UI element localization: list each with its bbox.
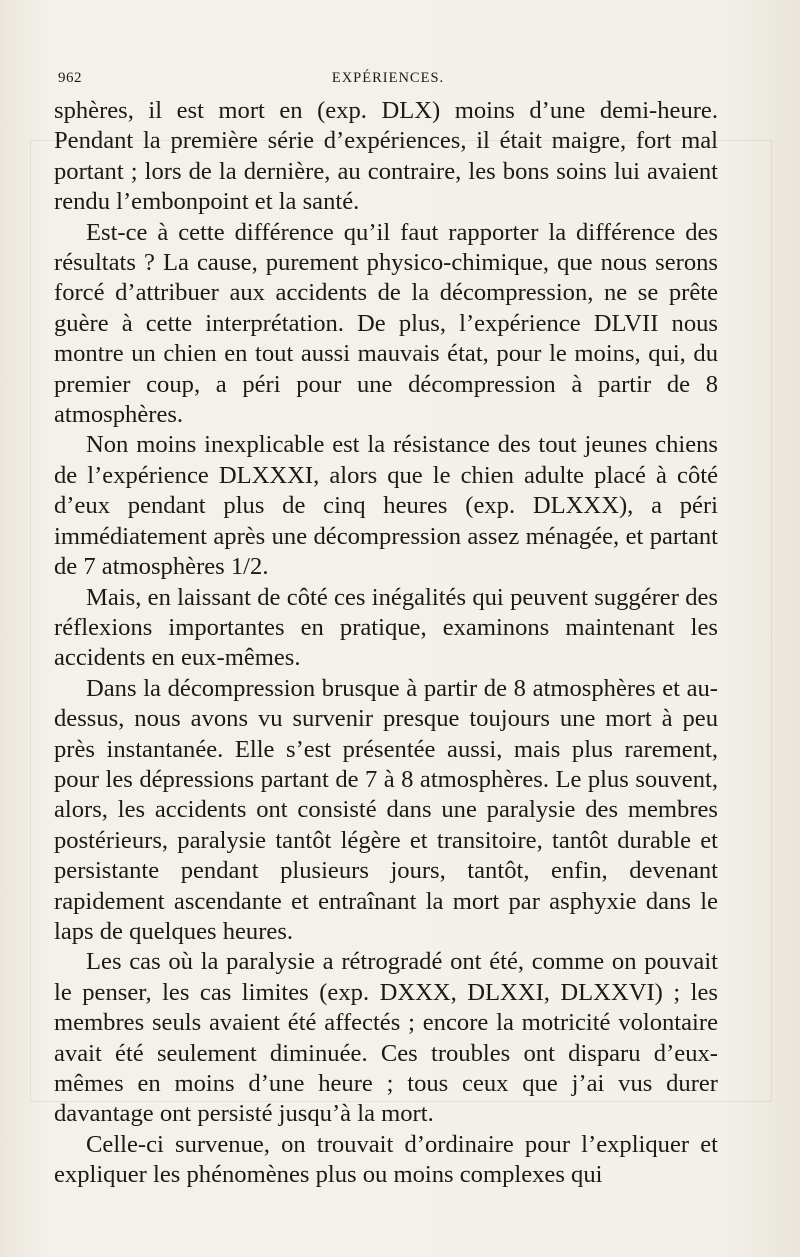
paragraph: Mais, en laissant de côté ces inégalités qui peuvent suggérer des réflexions importantes en pratique, examinons maintenant les accidents en eux-mêmes. (54, 583, 718, 672)
paragraph: Dans la décompression brusque à partir de 8 atmosphères et au-dessus, nous avons vu survenir presque toujours une mort à peu près instantanée. Elle s’est présentée aussi, mais plus rarement, pour les dépressions partant de 7 à 8 atmosphères. Le plus souvent, alors, les accidents ont consisté dans une paralysie des membres postérieurs, paralysie tantôt légère et transitoire, tantôt durable et persistante pendant plusieurs jours, tantôt, enfin, devenant rapidement ascendante et entraînant la mort par asphyxie dans le laps de quelques heures. (54, 674, 718, 945)
paragraph: Les cas où la paralysie a rétrogradé ont été, comme on pouvait le penser, les cas limites (exp. DXXX, DLXXI, DLXXVI) ; les membres seuls avaient été affectés ; encore la motricité volontaire avait été seulement diminuée. Ces troubles ont disparu d’eux-mêmes en moins d’une heure ; tous ceux que j’ai vus durer davantage ont persisté jusqu’à la mort. (54, 948, 718, 1128)
page-header (58, 70, 718, 92)
body-text (54, 96, 718, 1191)
running-title: EXPÉRIENCES. (331, 70, 445, 86)
page-number: 962 (58, 70, 82, 86)
paragraph: Non moins inexplicable est la résistance des tout jeunes chiens de l’expérience DLXXXI, alors que le chien adulte placé à côté d’eux pendant plus de cinq heures (exp. DLXXX), a péri immédiatement après une décompression assez ménagée, et partant de 7 atmosphères 1/2. (54, 431, 718, 581)
paragraph: Est-ce à cette différence qu’il faut rapporter la différence des résultats ? La cause, purement physico-chimique, que nous serons forcé d’attribuer aux accidents de la décompression, ne se prête guère à cette interprétation. De plus, l’expérience DLVII nous montre un chien en tout aussi mauvais état, pour le moins, qui, du premier coup, a péri pour une décompression à partir de 8 atmosphères. (54, 218, 718, 429)
paragraph: Celle-ci survenue, on trouvait d’ordinaire pour l’expliquer et expliquer les phénomènes plus ou moins complexes qui (54, 1130, 718, 1189)
paragraph-continuation: sphères, il est mort en (exp. DLX) moins d’une demi-heure. Pendant la première série d’expériences, il était maigre, fort mal portant ; lors de la dernière, au contraire, les bons soins lui avaient rendu l’embonpoint et la santé. (54, 97, 718, 216)
